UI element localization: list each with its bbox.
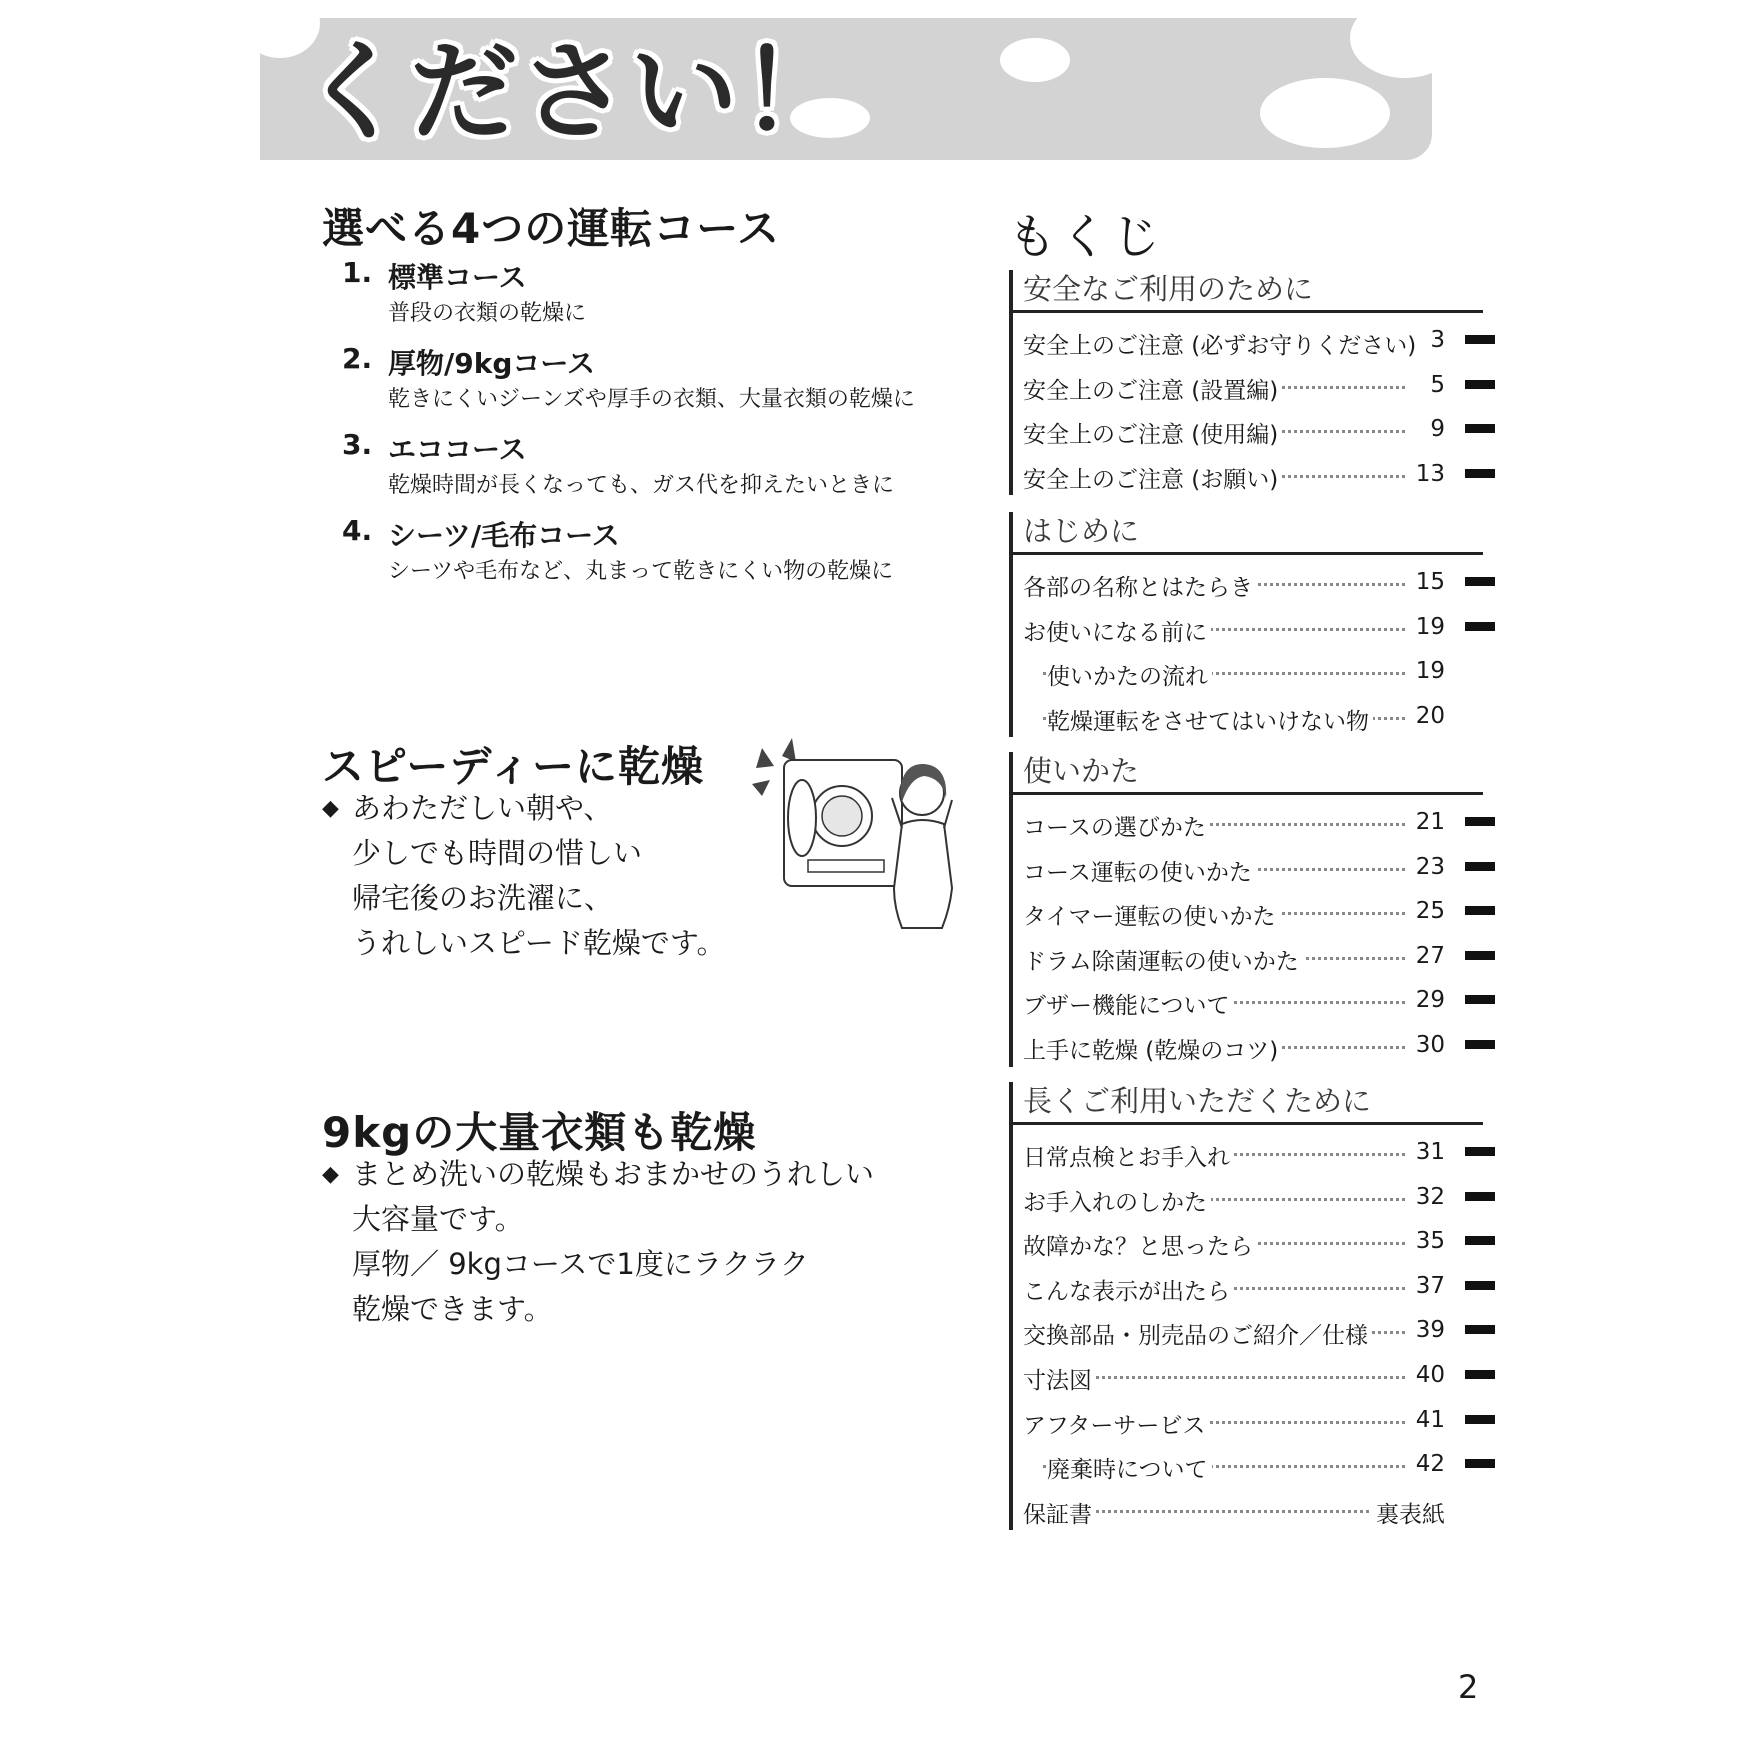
toc-entry[interactable] <box>1013 406 1483 451</box>
toc-entry-label: コースの選びかた <box>1023 809 1210 842</box>
emphasis-mark <box>782 738 796 762</box>
toc-entry[interactable] <box>1013 1441 1483 1486</box>
toc-entry-label: 保証書 <box>1023 1496 1096 1529</box>
toc-section <box>1009 512 1483 737</box>
cloud-decoration <box>1000 38 1070 82</box>
text-line: 乾燥できます。 <box>352 1292 553 1326</box>
cloud-decoration <box>1350 18 1432 78</box>
capacity-text <box>322 1152 874 1332</box>
diamond-bullet-icon: ◆ <box>322 1162 339 1187</box>
toc-entry-label: ブザー機能について <box>1023 987 1234 1020</box>
toc-entry[interactable] <box>1013 1174 1483 1219</box>
emphasis-mark <box>756 748 774 768</box>
toc-entry-page: 31 <box>1412 1139 1445 1165</box>
index-tab-marker <box>1465 1325 1495 1334</box>
toc-entry-label: お手入れのしかた <box>1023 1184 1211 1217</box>
index-tab-marker <box>1465 424 1495 433</box>
course-name: 標準コース <box>388 261 527 294</box>
course-name: エココース <box>388 433 527 466</box>
toc-entry[interactable] <box>1013 362 1483 407</box>
diamond-bullet-icon: ◆ <box>322 796 339 821</box>
index-tab-marker <box>1465 1236 1495 1245</box>
toc-entry-label: お使いになる前に <box>1023 614 1211 647</box>
dryer-woman-illustration <box>752 738 982 938</box>
index-tab-marker <box>1465 335 1495 344</box>
dot-leader <box>1043 1376 1405 1379</box>
toc-entry-label: 安全上のご注意 (必ずお守りください) <box>1023 327 1420 360</box>
toc-entry[interactable] <box>1013 604 1483 649</box>
toc-entry[interactable] <box>1013 799 1483 844</box>
toc-entry-label: 故障かな？と思ったら <box>1023 1228 1257 1261</box>
toc-entry-page: 32 <box>1412 1184 1445 1210</box>
text-line: 帰宅後のお洗濯に、 <box>352 881 614 915</box>
capacity-heading: 9kgの大量衣類も乾燥 <box>322 1108 757 1157</box>
emphasis-mark <box>752 780 770 796</box>
toc-entry-page: 29 <box>1412 987 1445 1013</box>
index-tab-marker <box>1465 622 1495 631</box>
toc-entry[interactable] <box>1013 1486 1483 1531</box>
toc-section-heading: 長くご利用いただくために <box>1013 1082 1483 1125</box>
toc-section-heading: はじめに <box>1013 512 1483 555</box>
toc-entry-page: 13 <box>1412 461 1445 487</box>
index-tab-marker <box>1465 951 1495 960</box>
toc-entry-page: 41 <box>1412 1407 1445 1433</box>
index-tab-marker <box>1465 1281 1495 1290</box>
toc-entry-page: 20 <box>1412 703 1445 729</box>
index-tab-marker <box>1465 469 1495 478</box>
toc-entry-page: 19 <box>1412 658 1445 684</box>
toc-entry[interactable] <box>1013 1022 1483 1067</box>
toc-entry-label: 乾燥運転をさせてはいけない物 <box>1047 703 1373 736</box>
course-name: 厚物/9kgコース <box>388 347 595 380</box>
index-tab-marker <box>1465 1370 1495 1379</box>
cloud-decoration <box>1260 78 1390 148</box>
index-tab-marker <box>1465 577 1495 586</box>
toc-entry-page: 5 <box>1426 372 1445 398</box>
index-tab-marker <box>1465 862 1495 871</box>
course-number: 1. <box>342 256 373 289</box>
woman-arm <box>944 800 952 828</box>
banner-title: ください！ <box>300 30 851 155</box>
toc-entry-label: 安全上のご注意 (設置編) <box>1023 372 1282 405</box>
course-number: 3. <box>342 428 373 461</box>
toc-entry-label: 廃棄時について <box>1047 1451 1212 1484</box>
toc-entry[interactable] <box>1013 559 1483 604</box>
toc-entry[interactable] <box>1013 693 1483 738</box>
woman-body <box>894 820 952 928</box>
toc-section <box>1009 1082 1483 1530</box>
toc-entry-label: 日常点検とお手入れ <box>1023 1139 1234 1172</box>
dryer-door <box>788 780 816 856</box>
toc-entry-label: 寸法図 <box>1023 1362 1096 1395</box>
index-tab-marker <box>1465 1192 1495 1201</box>
course-name: シーツ/毛布コース <box>388 519 620 552</box>
toc-entry[interactable] <box>1013 1129 1483 1174</box>
toc-entry-page: 裏表紙 <box>1372 1496 1445 1529</box>
toc-entry[interactable] <box>1013 317 1483 362</box>
toc-section <box>1009 752 1483 1067</box>
toc-entry[interactable] <box>1013 451 1483 496</box>
toc-entry-page: 23 <box>1412 854 1445 880</box>
course-description: 乾きにくいジーンズや厚手の衣類、大量衣類の乾燥に <box>388 387 915 412</box>
toc-title: もくじ <box>1008 209 1165 265</box>
toc-entry[interactable] <box>1013 1352 1483 1397</box>
toc-section <box>1009 270 1483 495</box>
toc-entry[interactable] <box>1013 844 1483 889</box>
toc-entry-page: 19 <box>1412 614 1445 640</box>
index-tab-marker <box>1465 1040 1495 1049</box>
toc-entry[interactable] <box>1013 1218 1483 1263</box>
toc-entry-page: 30 <box>1412 1032 1445 1058</box>
courses-heading: 選べる4つの運転コース <box>322 204 781 253</box>
toc-entry-page: 35 <box>1412 1228 1445 1254</box>
toc-entry-page: 25 <box>1412 898 1445 924</box>
toc-entry-page: 37 <box>1412 1273 1445 1299</box>
toc-entry-page: 3 <box>1426 327 1445 353</box>
index-tab-marker <box>1465 906 1495 915</box>
header-banner <box>260 18 1432 160</box>
course-description: 乾燥時間が長くなっても、ガス代を抑えたいときに <box>388 473 895 498</box>
toc-section-heading: 使いかた <box>1013 752 1483 795</box>
index-tab-marker <box>1465 995 1495 1004</box>
speedy-text <box>322 786 726 966</box>
course-description: シーツや毛布など、丸まって乾きにくい物の乾燥に <box>388 559 894 584</box>
toc-entry[interactable] <box>1013 977 1483 1022</box>
toc-entry-page: 21 <box>1412 809 1445 835</box>
toc-entry-label: 交換部品・別売品のご紹介／仕様 <box>1023 1317 1372 1350</box>
toc-entry-label: 上手に乾燥 (乾燥のコツ) <box>1023 1032 1282 1065</box>
toc-entry-page: 9 <box>1426 416 1445 442</box>
toc-entry[interactable] <box>1013 1307 1483 1352</box>
toc-entry-page: 40 <box>1412 1362 1445 1388</box>
text-line: うれしいスピード乾燥です。 <box>352 926 726 960</box>
toc-entry[interactable] <box>1013 1397 1483 1442</box>
toc-entry-label: タイマー運転の使いかた <box>1023 898 1280 931</box>
course-number: 4. <box>342 514 373 547</box>
toc-entry-label: こんな表示が出たら <box>1023 1273 1234 1306</box>
text-line: 厚物／ 9kgコースで1度にラクラク <box>352 1247 809 1281</box>
toc-entry[interactable] <box>1013 933 1483 978</box>
index-tab-marker <box>1465 380 1495 389</box>
toc-entry[interactable] <box>1013 888 1483 933</box>
toc-section-heading: 安全なご利用のために <box>1013 270 1483 313</box>
toc-entry-label: コース運転の使いかた <box>1023 854 1256 887</box>
toc-entry-label: 安全上のご注意 (使用編) <box>1023 416 1282 449</box>
speedy-heading: スピーディーに乾燥 <box>322 742 704 791</box>
toc-entry-label: アフターサービス <box>1023 1407 1209 1440</box>
dryer-drum-inner <box>822 796 862 836</box>
toc-entry-page: 15 <box>1412 569 1445 595</box>
toc-entry-page: 27 <box>1412 943 1445 969</box>
text-line: あわただしい朝や、 <box>352 791 613 825</box>
toc-entry-label: 使いかたの流れ <box>1047 658 1212 691</box>
index-tab-marker <box>1465 1147 1495 1156</box>
page-number: 2 <box>1458 1668 1479 1706</box>
toc-entry-label: 安全上のご注意 (お願い) <box>1023 461 1282 494</box>
toc-entry-page: 42 <box>1412 1451 1445 1477</box>
toc-entry-label: ドラム除菌運転の使いかた <box>1023 943 1303 976</box>
text-line: 少しでも時間の惜しい <box>352 836 643 870</box>
index-tab-marker <box>1465 1415 1495 1424</box>
toc-entry-page: 39 <box>1412 1317 1445 1343</box>
dot-leader <box>1043 1510 1405 1513</box>
toc-entry[interactable] <box>1013 1263 1483 1308</box>
index-tab-marker <box>1465 1459 1495 1468</box>
index-tab-marker <box>1465 817 1495 826</box>
course-number: 2. <box>342 342 373 375</box>
text-line: 大容量です。 <box>352 1202 524 1236</box>
toc-entry[interactable] <box>1013 648 1483 693</box>
toc-entry-label: 各部の名称とはたらき <box>1023 569 1257 602</box>
text-line: まとめ洗いの乾燥もおまかせのうれしい <box>352 1157 875 1191</box>
dryer-panel <box>808 860 884 872</box>
course-description: 普段の衣類の乾燥に <box>388 301 587 326</box>
